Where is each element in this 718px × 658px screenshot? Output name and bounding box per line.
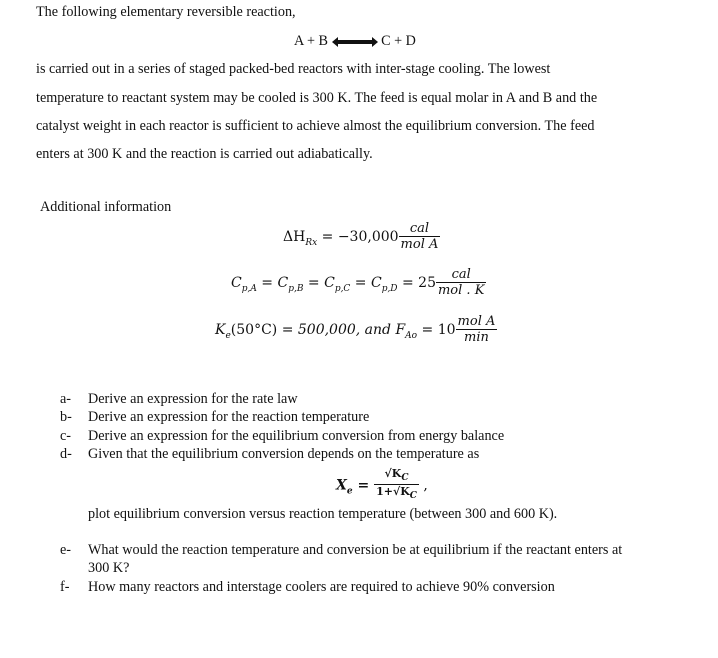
paragraph-line-3: catalyst weight in each reactor is sufficient to achieve almost the equilibrium conversion. The feed: [36, 118, 595, 134]
reversible-arrow-icon: [336, 40, 374, 44]
enthalpy-equation: $\Delta H_{Rx} = -30,000$ $\frac{\text{cal}}{\text{mol A}}$: [283, 221, 439, 252]
equilibrium-constant-equation: $K_e(50^\circ C) = 500,000$, and $F_{Ao} = 10$ $\frac{\text{mol A}}{\min}$: [215, 314, 496, 345]
paragraph-line-2: temperature to reactant system may be cooled is 300 K. The feed is equal molar in A and B and the: [36, 90, 598, 106]
reaction-left: A + B: [294, 33, 329, 49]
paragraph-line-1: is carried out in a series of staged packed-bed reactors with inter-stage cooling. The lowest: [36, 61, 551, 77]
xe-formula: $X_e$ = $\frac{√K_C}{1+√K_C}$ ,: [336, 467, 428, 502]
intro-text: The following elementary reversible reaction,: [36, 4, 296, 20]
question-list-2: e- What would the reaction temperature and conversion be at equilibrium if the reactant enters at 300 K? f- How many reactors and interstage coolers are required to achieve 90% conversion: [60, 542, 623, 595]
reaction-equation: [294, 33, 416, 50]
additional-heading: Additional information: [40, 199, 172, 215]
paragraph-line-4: enters at 300 K and the reaction is carried out adiabatically.: [36, 146, 373, 162]
heat-capacity-equation: $C_{p,A} = C_{p,B} = C_{p,C} = C_{p,D} = 25$ $\frac{\text{cal}}{\text{mol . K}}$: [231, 267, 485, 298]
reaction-right: C + D: [381, 33, 416, 49]
question-list-1: a- Derive an expression for the rate law b- Derive an expression for the reaction temperature c- Derive an expression for the equilibrium conversion from energy balance d- Given that the equilibrium conversion depends on the temperature as: [60, 391, 505, 462]
plot-instruction: plot equilibrium conversion versus reaction temperature (between 300 and 600 K).: [88, 506, 558, 522]
